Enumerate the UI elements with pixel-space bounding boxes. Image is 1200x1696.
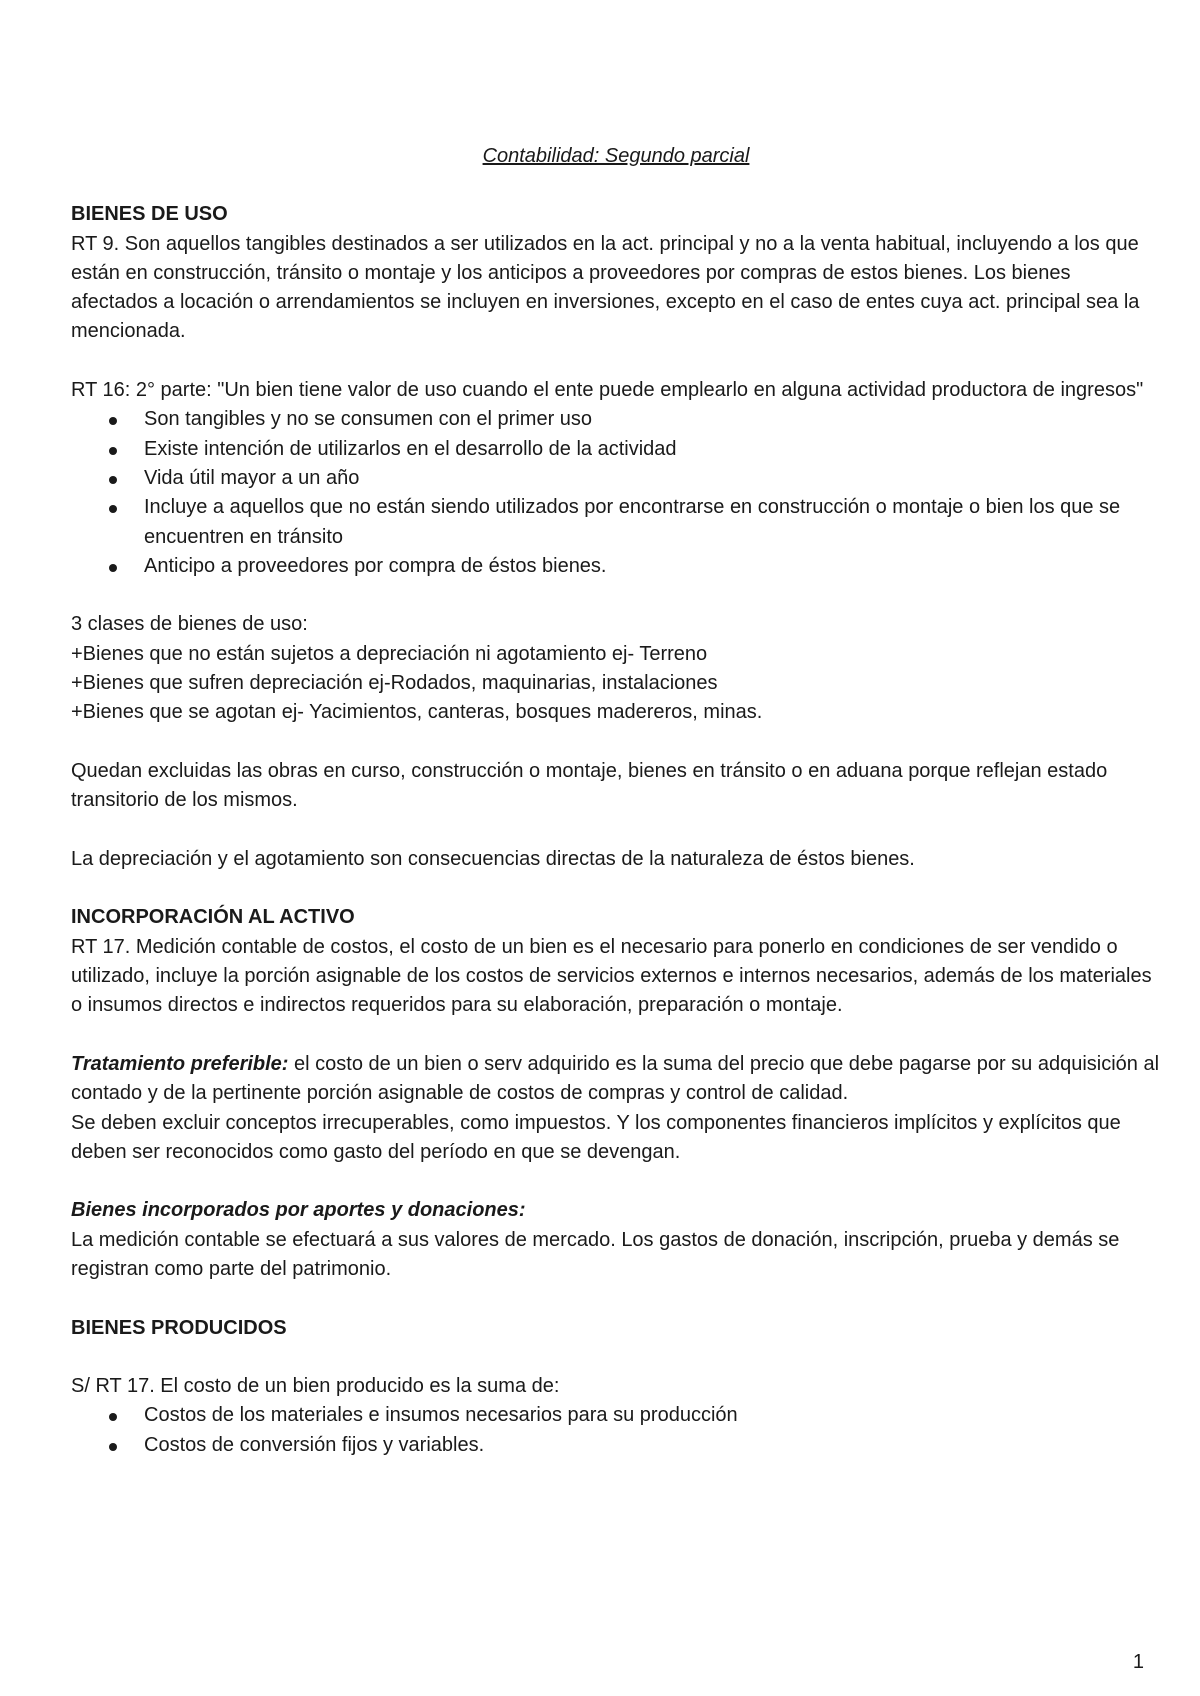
bullet-icon	[109, 447, 117, 455]
clase-line: +Bienes que sufren depreciación ej-Rodados, maquinarias, instalaciones	[71, 672, 718, 695]
paragraph-rt17: RT 17. Medición contable de costos, el costo de un bien es el necesario para ponerlo en condiciones de ser vendido o utilizado, incluye la porción asignable de los costos de servicios externos e internos necesarios, además de los materiales o insumos directos e indirectos requeridos para su elaboración, preparación o montaje.	[71, 935, 1152, 1017]
list-item: Costos de los materiales e insumos necesarios para su producción	[71, 1401, 1161, 1430]
list-item: Incluye a aquellos que no están siendo utilizados por encontrarse en construcción o montaje o bien los que se encuentren en tránsito	[71, 493, 1161, 552]
section-heading-bienes-de-uso: BIENES DE USO	[71, 203, 228, 226]
list-item: Costos de conversión fijos y variables.	[71, 1431, 1161, 1460]
bullet-icon	[109, 505, 117, 513]
clase-line: +Bienes que no están sujetos a depreciación ni agotamiento ej- Terreno	[71, 642, 708, 665]
paragraph-depreciacion: La depreciación y el agotamiento son consecuencias directas de la naturaleza de éstos bienes.	[71, 847, 915, 870]
bullet-icon	[109, 476, 117, 484]
bullet-icon	[109, 417, 117, 425]
document-title: Contabilidad: Segundo parcial	[482, 145, 750, 167]
paragraph-aportes: La medición contable se efectuará a sus valores de mercado. Los gastos de donación, inscripción, prueba y demás se registran como parte del patrimonio.	[71, 1228, 1120, 1280]
bullet-list-costos	[71, 1401, 1161, 1460]
paragraph-excluir: Se deben excluir conceptos irrecuperables, como impuestos. Y los componentes financieros implícitos y explícitos que deben ser reconocidos como gasto del período en que se devengan.	[71, 1111, 1121, 1163]
list-item: Anticipo a proveedores por compra de éstos bienes.	[71, 552, 1161, 581]
page-number: 1	[1132, 1651, 1144, 1673]
bullet-icon	[109, 1413, 117, 1421]
paragraph-excluidas: Quedan excluidas las obras en curso, construcción o montaje, bienes en tránsito o en aduana porque reflejan estado transitorio de los mismos.	[71, 759, 1108, 812]
paragraph-tratamiento	[71, 1050, 1161, 1109]
bullet-icon	[109, 1443, 117, 1451]
paragraph-producidos-intro: S/ RT 17. El costo de un bien producido es la suma de:	[71, 1375, 560, 1398]
aportes-label: Bienes incorporados por aportes y donaciones:	[71, 1199, 526, 1222]
bullet-list-caracteristicas	[71, 405, 1161, 581]
list-item: Existe intención de utilizarlos en el desarrollo de la actividad	[71, 435, 1161, 464]
list-item: Son tangibles y no se consumen con el primer uso	[71, 405, 1161, 434]
section-heading-incorporacion: INCORPORACIÓN AL ACTIVO	[71, 906, 355, 929]
list-item: Vida útil mayor a un año	[71, 464, 1161, 493]
paragraph-clases-intro: 3 clases de bienes de uso:	[71, 613, 308, 636]
tratamiento-text: el costo de un bien o serv adquirido es la suma del precio que debe pagarse por su adquisición al contado y de la pertinente porción asignable de costos de compras y control de calidad.	[71, 1052, 1160, 1105]
paragraph-rt16: RT 16: 2° parte: "Un bien tiene valor de uso cuando el ente puede emplearlo en alguna actividad productora de ingresos"	[71, 379, 1144, 402]
paragraph-rt9: RT 9. Son aquellos tangibles destinados a ser utilizados en la act. principal y no a la venta habitual, incluyendo a los que están en construcción, tránsito o montaje y los anticipos a proveedores por compras de estos bienes. Los bienes afectados a locación o arrendamientos se incluyen en inversiones, excepto en el caso de entes cuya act. principal sea la mencionada.	[71, 232, 1140, 343]
document-page	[71, 142, 1161, 1460]
tratamiento-label: Tratamiento preferible:	[71, 1052, 289, 1075]
bullet-icon	[109, 564, 117, 572]
clase-line: +Bienes que se agotan ej- Yacimientos, canteras, bosques madereros, minas.	[71, 701, 763, 724]
section-heading-bienes-producidos: BIENES PRODUCIDOS	[71, 1316, 287, 1339]
